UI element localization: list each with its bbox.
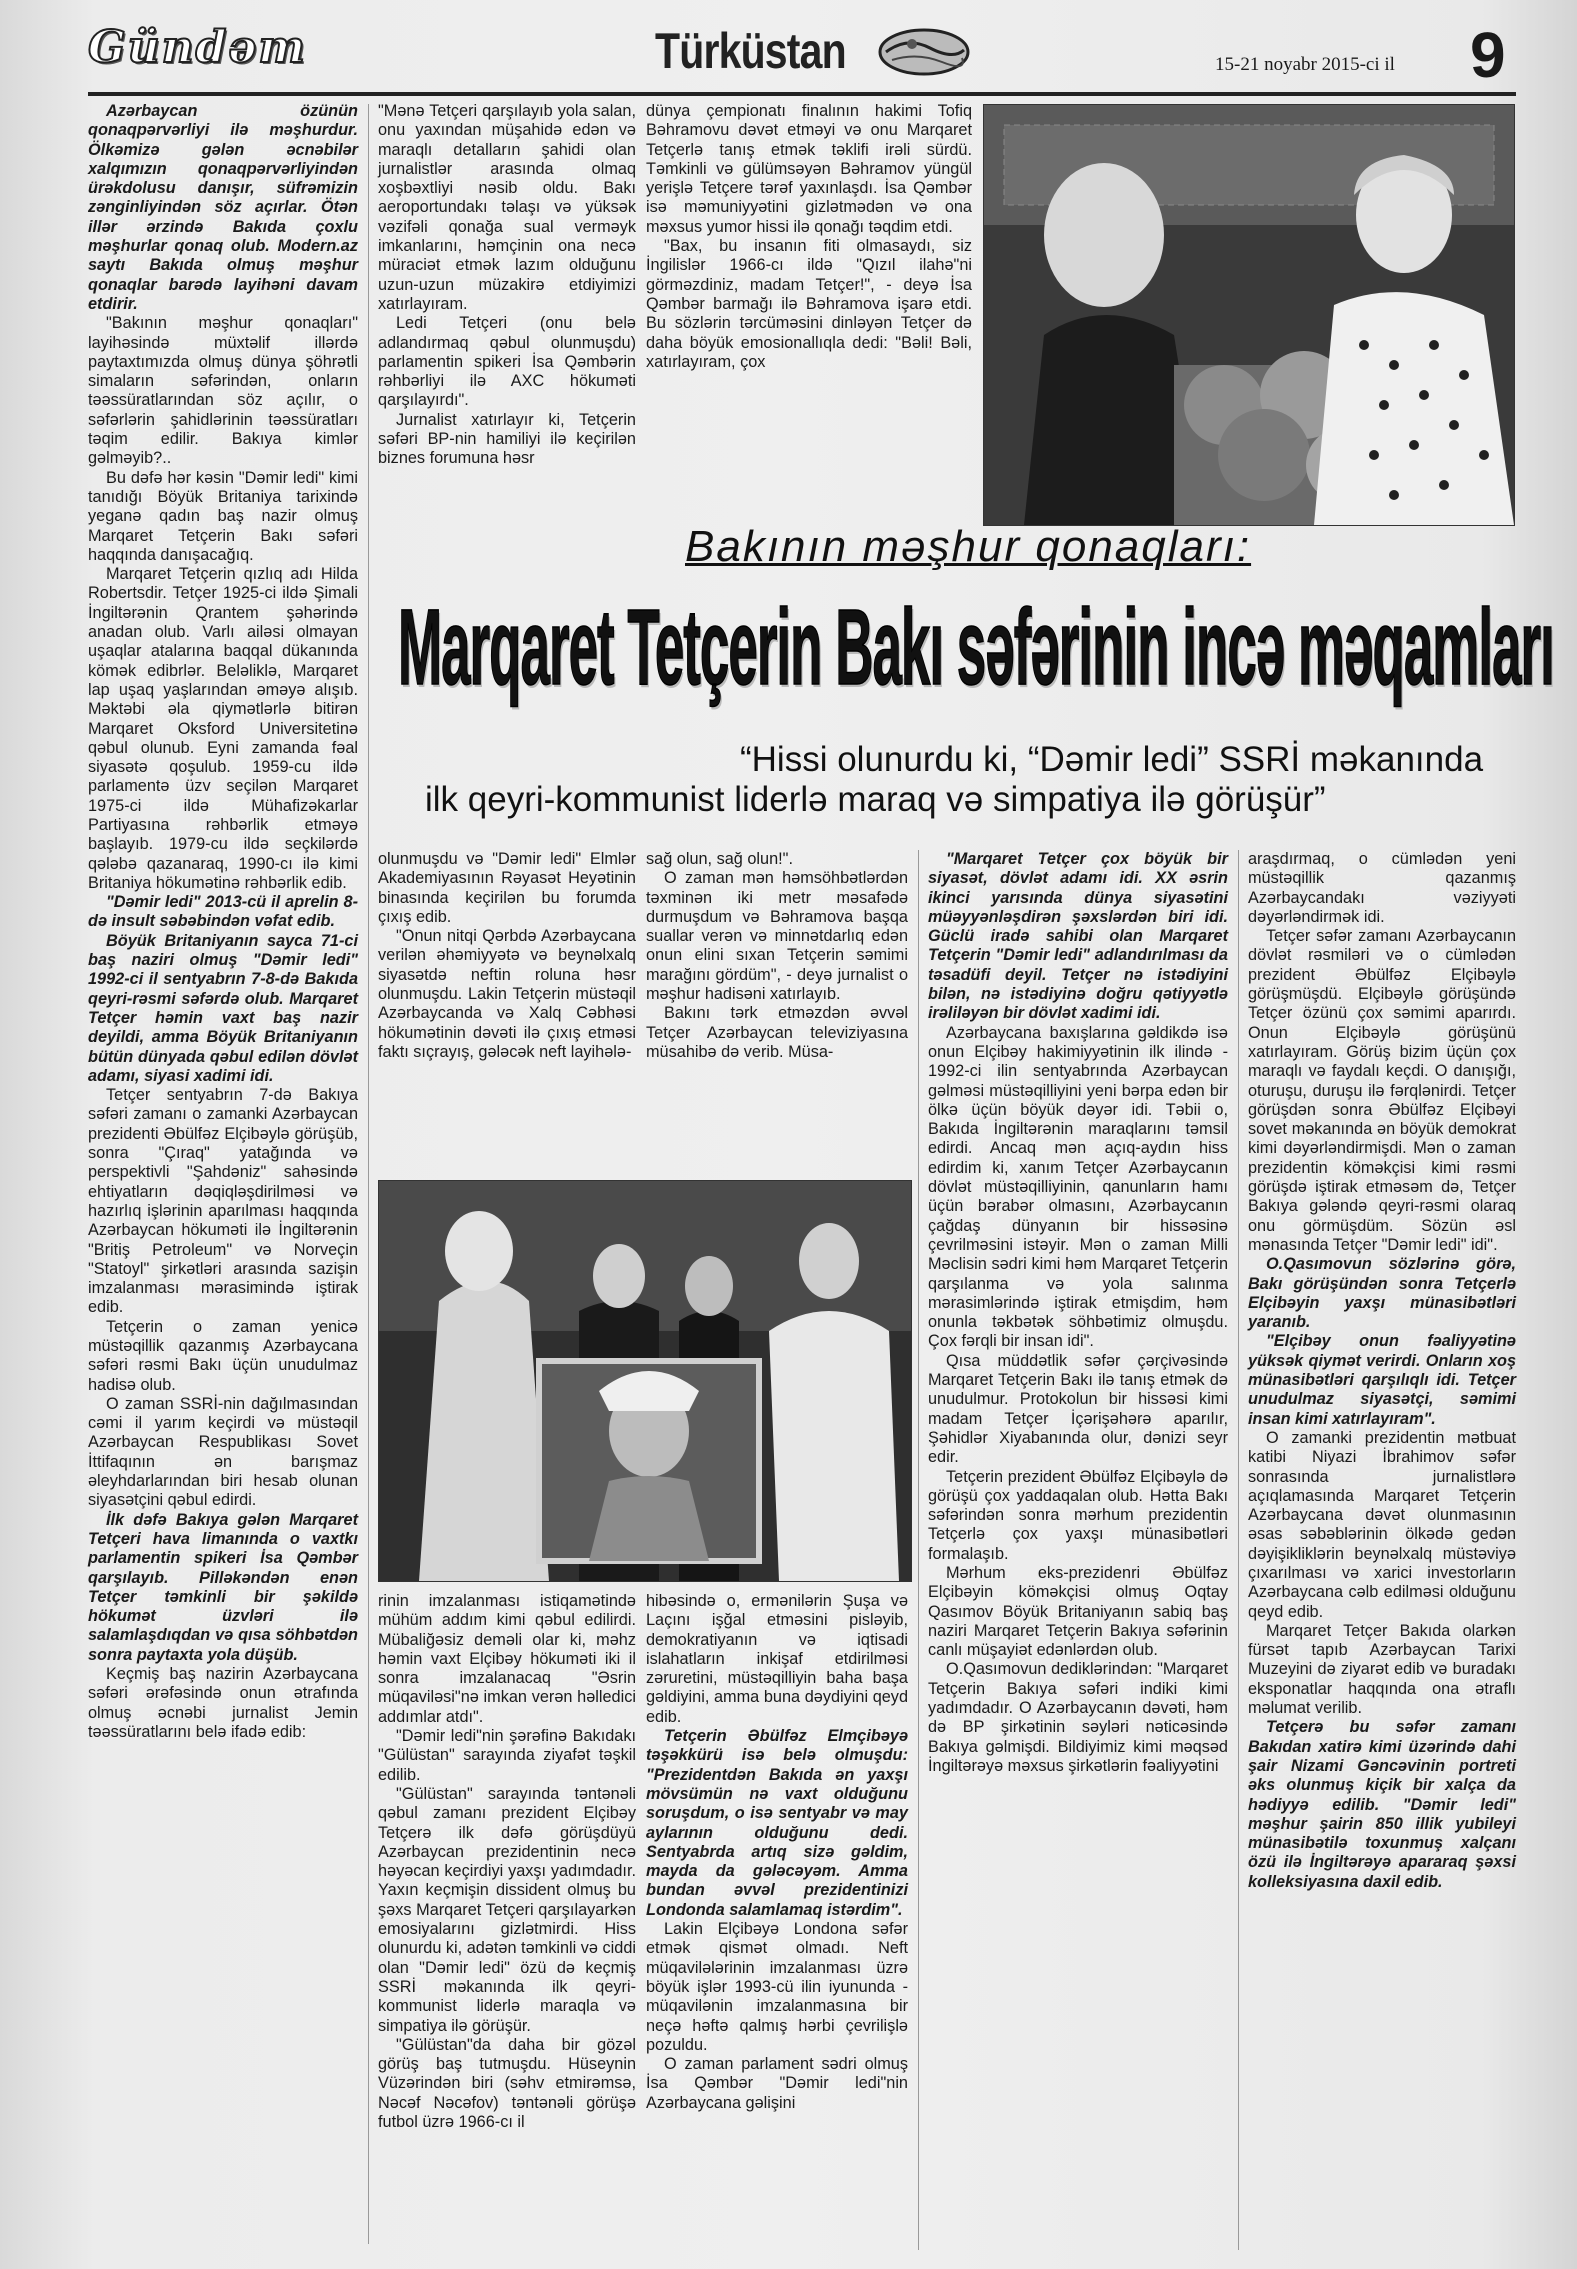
paragraph: "Dəmir ledi"nin şərəfinə Bakıdakı "Gülüstan" sarayında ziyafət təşkil edilib.: [378, 1727, 636, 1784]
section-name: Gündəm: [88, 22, 307, 73]
subtitle-line-1: “Hissi olunurdu ki, “Dəmir ledi” SSRİ məkanında: [740, 740, 1484, 779]
paragraph: Tetçerə bu səfər zamanı Bakıdan xatirə kimi üzərində dahi şair Nizami Gəncəvinin portreti əks olunmuş kiçik bir xalça da hədiyyə edilib. "Dəmir ledi" məşhur şairin 850 illik yubileyi münasibətilə toxunmuş xalçanı özü ilə İngiltərəyə apararaq şəxsi kolleksiyasına daxil edib.: [1248, 1718, 1516, 1891]
paragraph: sağ olun, sağ olun!".: [646, 850, 793, 868]
paragraph: O.Qasımovun dediklərindən: "Marqaret Tetçerin Bakıya səfəri indiki kimi yadımdadır. O Azərbaycanın dəvəti, həm də BP şirkətinin səyləri nəticəsində Bakıya gəlmişdi. Bildiyimiz kimi məqsəd İngiltərəyə məxsus şirkətlərin fəaliyyətini: [928, 1660, 1228, 1775]
paragraph: O zamanki prezidentin mətbuat katibi Niyazi İbrahimov səfər sonrasında jurnalistlərə açıqlamasında Marqaret Tetçerin Azərbaycana dəvət olunmasının əsas səbəblərinin ölkədə gedən dəyişikliklərin beynəlxalq müstəviyə çıxarılması və xarici investorların Azərbaycana cəlb edilməsi olduğunu qeyd edib.: [1248, 1428, 1516, 1621]
paragraph: O zaman parlament sədri olmuş İsa Qəmbər "Dəmir ledi"nin Azərbaycana gəlişini: [646, 2055, 908, 2112]
article-column-3-bottom: [646, 1592, 908, 2252]
paragraph: Tetçerin Əbülfəz Elmçibəyə təşəkkürü isə belə olmuşdu: "Prezidentdən Bakıda ən yaxşı mövsümün nə vaxt olduğunu soruşdum, o isə sentyabr və may aylarının olduğunu dedi. Sentyabrda artıq sizə gəldim, mayda da gələcəyəm. Amma bundan əvvəl prezidentinizi Londonda salamlamaq istərdim".: [646, 1727, 908, 1919]
paragraph: "Bax, bu insanın fiti olmasaydı, siz İngilislər 1966-cı ildə "Qızıl ilahə"ni görməzdiniz, madam Tetçer!", - deyə İsa Qəmbər barmağı ilə Bəhramova işarə etdi. Bu sözlərin tərcüməsini dinləyən Tetçer də daha böyük emosionallıqla dedi: "Bəli! Bəli, xatırlayıram, çox: [646, 237, 972, 371]
article-column-5: [1248, 850, 1516, 2250]
paragraph: "Gülüstan"da daha bir gözəl görüş baş tutmuşdu. Hüseynin Vüzərindən biri (səhv etmirəmsə, Nəcəf Nəcəfov) təntənəli görüşə futbol üzrə 1966-cı il: [378, 2035, 636, 2132]
paragraph: Azərbaycana baxışlarına gəldikdə isə onun Elçibəy hakimiyyətinin ilk ilində - 1992-ci ilin sentyabrında Azərbaycan gəlməsi müstəqilliyini yeni bərpa edən bir ölkə üçün böyük dəyər idi. Təbii o, Bakıda İngiltərənin maraqlarını təmsil edirdi. Ancaq mən açıq-aydın hiss edirdim ki, xanım Tetçer Azərbaycanın dövlət müstəqilliyinin, qanunların hamı üçün bərabər olmasını, Azərbaycanın çağdaş dünyanın bir hissəsinə çevrilməsini istəyir. Mən o zaman Milli Məclisin sədri kimi həm Marqaret Tetçerin qarşılanma və yola salınma mərasimlərində iştirak etmişdim, həm onunla təkbətək söhbətimiz olmuşdu. Çox fərqli bir insan idi".: [928, 1023, 1228, 1351]
newspaper-logo-icon: [872, 22, 972, 78]
headline: Marqaret Tetçerin Bakı səfərinin incə məqamları: [398, 586, 1554, 707]
paragraph: Qısa müddətlik səfər çərçivəsində Marqaret Tetçerin Bakı ilə tanış etmək də unudulmur. Protokolun bir hissəsi kimi madam Tetçer İçərişəhərə aparılır, Şəhidlər Xiyabanında olur, dənizi seyr edir.: [928, 1351, 1228, 1467]
paragraph: Ledi Tetçeri (onu belə adlandırmaq qəbul olunmuşdu) parlamentin spikeri İsa Qəmbərin rəhbərliyi ilə AXC hökuməti qarşılayırdı".: [378, 314, 636, 410]
paragraph: Lakin Elçibəyə Londona səfər etmək qismət olmadı. Neft müqavilələrinin imzalanması üzrə böyük işlər 1993-cü ilin iyununda - müqavilənin imzalanmasına bir neçə həftə qalmış hərbi çevrilişlə pozuldu.: [646, 1920, 908, 2054]
page-number: 9: [1470, 19, 1506, 91]
paragraph: "Dəmir ledi" 2013-cü il aprelin 8-də insult səbəbindən vəfat edib.: [88, 893, 358, 931]
article-column-2-top: [378, 102, 636, 520]
paragraph: olunmuşdu və "Dəmir ledi" Elmlər Akademiyasının Rəyasət Heyətinin binasında keçirilən bu forumda çıxış edib.: [378, 850, 636, 926]
paragraph: "Bakının məşhur qonaqları" layihəsində müxtəlif illərdə paytaxtımızda olmuş dünya şöhrətli simaların səfərindən, onların təəssüratlarından söz açılır, o səfərlərin şahidlərinin təəssüratları təqim edilir. Bakıya kimlər gəlməyib?..: [88, 314, 358, 468]
paragraph: O.Qasımovun sözlərinə görə, Bakı görüşündən sonra Tetçerlə Elçibəyin yaxşı münasibətləri yaranıb.: [1248, 1255, 1516, 1332]
paragraph: hibəsində o, ermənilərin Şuşa və Laçını işğal etməsini pisləyib, demokratiyanın və iqtisadi islahatların inkişaf etdirilməsi zəruretini, müstəqilliyin baha başa gəldiyini, amma buna dəydiyini qeyd edib.: [646, 1592, 908, 1726]
paragraph: Marqaret Tetçer Bakıda olarkən fürsət tapıb Azərbaycan Tarixi Muzeyini də ziyarət edib və buradakı eksponatlar haqqında ona ətraflı məlumat verilib.: [1248, 1621, 1516, 1718]
paragraph: Tetçer sentyabrın 7-də Bakıya səfəri zamanı o zamanki Azərbaycan prezidenti Əbülfəz Elçibəylə görüşüb, sonra "Çıraq" yatağında və perspektivli "Şahdəniz" sahəsində ehtiyatların dəqiqləşdirilməsi və hazırlıq işlərinin aparılması haqqında Azərbaycan hökuməti ilə İngiltərənin "Britiş Petroleum" və Norveçin "Statoyl" şirkətləri arasında sazişin imzalanması mərasimində iştirak edib.: [88, 1086, 358, 1317]
article-column-2-bottom: [378, 1592, 636, 2252]
paragraph: rinin imzalanması istiqamətində mühüm addım kimi qəbul edilirdi. Mübaliğəsiz deməli olar ki, məhz həmin vaxt Elçibəy hökuməti iki il sonra imzalanacaq "Əsrin müqaviləsi"nə imkan verən həlledici addımlar atdı".: [378, 1592, 636, 1726]
paragraph: İlk dəfə Bakıya gələn Marqaret Tetçeri hava limanında o vaxtkı parlamentin spikeri İsa Qəmbər qarşılayıb. Pilləkəndən enən Tetçer təmkinli bir şəkildə hökumət üzvləri ilə salamlaşdıqdan və qısa söhbətdən sonra paytaxta yola düşüb.: [88, 1510, 358, 1664]
newspaper-name: Türküstan: [655, 23, 846, 79]
paragraph: "Mənə Tetçeri qarşılayıb yola salan, onu yaxından müşahidə edən və maraqlı detalların şahidi olan jurnalistlər arasında olmaq xoşbəxtliyi nəsib oldu. Bakı aeroportundakı təlaşı və yüksək vəzifəli qonağa sual verməyk imkanlarını, həmçinin ona necə müraciət etmək lazım olduğunu uzun-uzun müzakirə etdiyimizi xatırlayıram.: [378, 102, 636, 313]
issue-date: 15-21 noyabr 2015-ci il: [1215, 54, 1395, 75]
article-column-2-mid: [378, 850, 636, 1170]
paragraph: "Elçibəy onun fəaliyyətinə yüksək qiymət verirdi. Onların xoş münasibətləri qarşılıqlı idi. Tetçer unudulmaz siyasətçi, səmimi insan kimi xatırlayıram".: [1248, 1332, 1516, 1428]
paragraph: "Onun nitqi Qərbdə Azərbaycana verilən əhəmiyyətə və beynəlxalq siyasətdə neftin roluna həsr olunmuşdu. Lakin Tetçerin müstəqil Azərbaycanda və Xalq Cəbhəsi hökumətinin dəvəti ilə çıxış etməsi faktı sıçrayış, gələcək neft layihələ-: [378, 927, 636, 1061]
paragraph: Azərbaycan özünün qonaqpərvərliyi ilə məşhurdur. Ölkəmizə gələn əcnəbilər xalqımızın qonaqpərvərliyindən ürəkdolusu danışır, süfrəmizin zənginliyindən söz açırlar. Ötən illər ərzində Bakıda çoxlu məşhurlar qonaq olub. Modern.az saytı Bakıda olmuş məşhur qonaqlar barədə layihəni davam etdirir.: [88, 102, 358, 313]
paragraph: Tetçer səfər zamanı Azərbaycanın dövlət rəsmiləri və o cümlədən prezident Əbülfəz Elçibəylə görüşmüşdü. Elçibəylə görüşündə Tetçer özünü çox səmimi aparırdı. Onun Elçibəylə görüşünü xatırlayıram. Görüş bizim üçün çox maraqlı və faydalı keçdi. O danışığı, oturuşu, duruşu ilə fərqlənirdi. Tetçer görüşdən sonra Əbülfəz Elçibəyi sovet məkanında ən böyük demokrat kimi dəyərləndirmişdi. Mən o zaman prezidentin köməkçisi kimi rəsmi görüşdə iştirak etməsəm də, Tetçer Bakıya gələndə qeyri-rəsmi olaraq onu görmüşdüm. Sözün əsl mənasında Tetçer "Dəmir ledi" idi".: [1248, 927, 1516, 1254]
photo-carpet-gift: [378, 1180, 912, 1582]
paragraph: Tetçerin o zaman yenicə müstəqillik qazanmış Azərbaycana səfəri rəsmi Bakı üçün unudulmaz hadisə olub.: [88, 1317, 358, 1394]
kicker: Bakının məşhur qonaqları:: [685, 522, 1252, 571]
article-column-1: [88, 102, 358, 2252]
paragraph: Böyük Britaniyanın sayca 71-ci baş naziri olmuş "Dəmir ledi" 1992-ci il sentyabrın 7-8-də Bakıda qeyri-rəsmi səfərdə olub. Marqaret Tetçer həmin vaxt baş nazir deyildi, amma Böyük Britaniyanın bütün dünyada qəbul edilən dövlət adamı, siyasi xadimi idi.: [88, 931, 358, 1085]
paragraph: "Marqaret Tetçer çox böyük bir siyasət, dövlət adamı idi. XX əsrin ikinci yarısında dünya siyasətini müəyyənləşdirən şəxslərdən biri idi. Güclü iradə sahibi olan Marqaret Tetçerin "Dəmir ledi" adlandırılması da təsadüfi deyil. Tetçer nə istədiyini bilən, nə istədiyinə doğru qətiyyətlə irəliləyən bir dövlət xadimi idi.: [928, 850, 1228, 1023]
paragraph: Bakını tərk etməzdən əvvəl Tetçer Azərbaycan televiziyasına müsahibə də verib. Müsa-: [646, 1004, 908, 1061]
paragraph: Tetçerin prezident Əbülfəz Elçibəylə də görüşü çox yaddaqalan olub. Hətta Bakı səfərindən sonra mərhum prezidentin Tetçerlə çox yaxşı münasibətləri formalaşıb.: [928, 1467, 1228, 1563]
article-column-3-mid: [646, 850, 908, 1170]
paragraph: Bu dəfə hər kəsin "Dəmir ledi" kimi tanıdığı Böyük Britaniya tarixində yeganə qadın baş nazir olmuş Marqaret Tetçerin Bakı səfəri haqqında danışacağıq.: [88, 468, 358, 564]
article-column-4: [928, 850, 1228, 2250]
paragraph: "Gülüstan" sarayında təntənəli qəbul zamanı prezident Elçibəy Tetçerə ilk dəfə görüşdüyü Azərbaycan prezidentinin necə həyəcan keçirdiyi yaxşı yadımdadır. Yaxın keçmişin dissident olmuş bu şəxs Marqaret Tetçeri qarşılayarkən emosiyalarını gizlətmirdi. Hiss olunurdu ki, adətən təmkinli və ciddi olan "Dəmir ledi" özü də keçmiş SSRİ məkanında ilk qeyri-kommunist liderlə maraqla və simpatiya ilə görüşür.: [378, 1784, 636, 2035]
column-divider: [368, 104, 369, 2244]
paragraph: Mərhum eks-prezidenri Əbülfəz Elçibəyin köməkçisi olmuş Oqtay Qasımov Böyük Britaniyanın sabiq baş naziri Marqaret Tetçerin Bakıya səfərinin canlı müşayiət edənlərdən olub.: [928, 1563, 1228, 1660]
column-divider: [1238, 850, 1239, 2250]
photo-thatcher-bahramov: [983, 104, 1515, 526]
column-divider: [918, 850, 919, 2250]
paragraph: dünya çempionatı finalının hakimi Tofiq Bəhramovu dəvət etməyi və onu Marqaret Tetçerlə tanış etmək təklifi irəli sürdü. Təmkinli və gülümsəyən Bəhramov yüngül yerişlə Tetçere tərəf yaxınlaşdı. İsa Qəmbər isə məmuniyyətini gizlətmədən və ona məxsus yumor hissi ilə qonağı təqdim etdi.: [646, 102, 972, 236]
paragraph: Marqaret Tetçerin qızlıq adı Hilda Robertsdir. Tetçer 1925-ci ildə Şimali İngiltərənin Qrantem şəhərində anadan olub. Varlı ailəsi olmayan uşaqlar atalarına baqqal dükanında kömək edibrlər. Beləliklə, Marqaret lap uşaq yaşlarından əməyə alışıb. Məktəbi əla qiymətlərlə bitirən Marqaret Oksford Universitetinə qəbul olunub. Eyni zamanda fəal siyasətə qoşulub. 1959-cu ildə parlamentə üzv seçilən Marqaret 1975-ci ildə Mühafizəkarlar Partiyasına rəhbərlik etməyə başlayıb. 1979-cu ildə seçkilərdə qələbə qazanaraq, 1990-cı ilə kimi Britaniya hökumətinə rəhbərlik edib.: [88, 565, 358, 892]
paragraph: Keçmiş baş nazirin Azərbaycana səfəri ərəfəsində onun ətrafında olmuş əcnəbi jurnalist Jemin təəssüratlarını belə ifadə edib:: [88, 1665, 358, 1741]
article-column-3-top: [646, 102, 972, 520]
paragraph: O zaman mən həmsöhbətlərdən təxminən iki metr məsafədə durmuşdum və Bəhramova başqa suallar verən və minnətdarlıq edən onun elini sıxan Tetçerin səmimi marağını gördüm", - deyə jurnalist o məşhur hadisəni xatırlayıb.: [646, 869, 908, 1004]
paragraph: O zaman SSRİ-nin dağılmasından cəmi il yarım keçirdi və müstəqil Azərbaycan Respublikası Sovet İttifaqının ən barışmaz əleyhdarlarından biri hesab olunan siyasətçini qəbul edirdi.: [88, 1394, 358, 1510]
paragraph: Jurnalist xatırlayır ki, Tetçerin səfəri BP-nin hamiliyi ilə keçirilən biznes forumuna həsr: [378, 410, 636, 468]
subtitle-line-2: ilk qeyri-kommunist liderlə maraq və simpatiya ilə görüşür”: [425, 780, 1326, 819]
header-rule: [88, 92, 1516, 96]
paragraph: araşdırmaq, o cümlədən yeni müstəqillik qazanmış Azərbaycandakı vəziyyəti dəyərləndirmək idi.: [1248, 850, 1516, 926]
